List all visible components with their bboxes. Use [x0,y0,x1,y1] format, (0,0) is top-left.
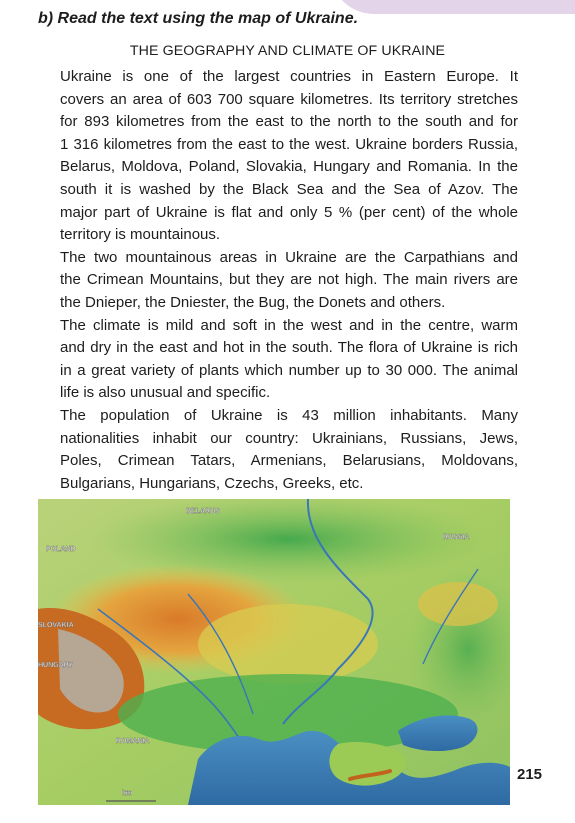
text-line: the Crimean Mountains, but they are not high. The main rivers are [60,271,518,289]
text-line: for 893 kilometres from the east to the north to the south and for [60,113,518,131]
text-title: THE GEOGRAPHY AND CLIMATE OF UKRAINE [129,43,446,59]
text-line: The climate is mild and soft in the west and in the centre, warm [60,316,518,334]
top-decorative-band [330,0,575,14]
text-line: territory is mountainous. [60,226,221,244]
text-line: and dry in the east and hot in the south. The flora of Ukraine is rich [60,339,518,357]
exercise-instruction: b) Read the text using the map of Ukraine. [38,10,359,27]
text-line: Ukraine is one of the largest countries in Eastern Europe. It [60,68,518,85]
text-line: covers an area of 603 700 square kilometres. Its territory stretches [60,90,518,108]
text-line: life is also unusual and specific. [60,384,271,402]
paragraph [38,405,518,495]
text-line: The population of Ukraine is 43 million inhabitants. Many [60,406,518,424]
text-line: south it is washed by the Black Sea and the Sea of Azov. The [60,180,518,198]
text-line: Poles, Crimean Tatars, Armenians, Belarusians, Moldovans, [60,452,518,470]
paragraph [38,66,518,247]
paragraph [38,315,518,405]
text-line: the Dnieper, the Dniester, the Bug, the Donets and others. [60,293,446,311]
text-line: in a great variety of plants which number up to 30 000. The animal [60,361,518,379]
reading-text [38,66,518,495]
text-line: nationalities inhabit our country: Ukrainians, Russians, Jews, [60,429,518,447]
map-label-poland: POLAND [46,546,76,553]
map-label-slovakia: SLOVAKIA [38,622,74,629]
map-label-russia: RUSSIA [443,534,470,541]
text-line: major part of Ukraine is flat and only 5 % (per cent) of the whole [60,203,518,221]
map-label-belarus: BELARUS [186,508,220,515]
map-central-upland [198,604,378,684]
text-line: Belarus, Moldova, Poland, Slovakia, Hungary and Romania. In the [60,158,518,176]
text-line: 1 316 kilometres from the east to the west. Ukraine borders Russia, [60,135,518,153]
map-label-romania: ROMANIA [116,738,150,745]
map-donets-ridge [418,582,498,626]
ukraine-relief-map [38,499,510,805]
page-number: 215 [517,766,543,783]
map-scale-label: km [122,790,133,797]
map-label-hungary: HUNGARY [38,662,74,669]
text-line: The two mountainous areas in Ukraine are the Carpathians and [60,248,518,266]
paragraph [38,247,518,315]
text-line: Bulgarians, Hungarians, Czechs, Greeks, etc. [60,474,364,492]
